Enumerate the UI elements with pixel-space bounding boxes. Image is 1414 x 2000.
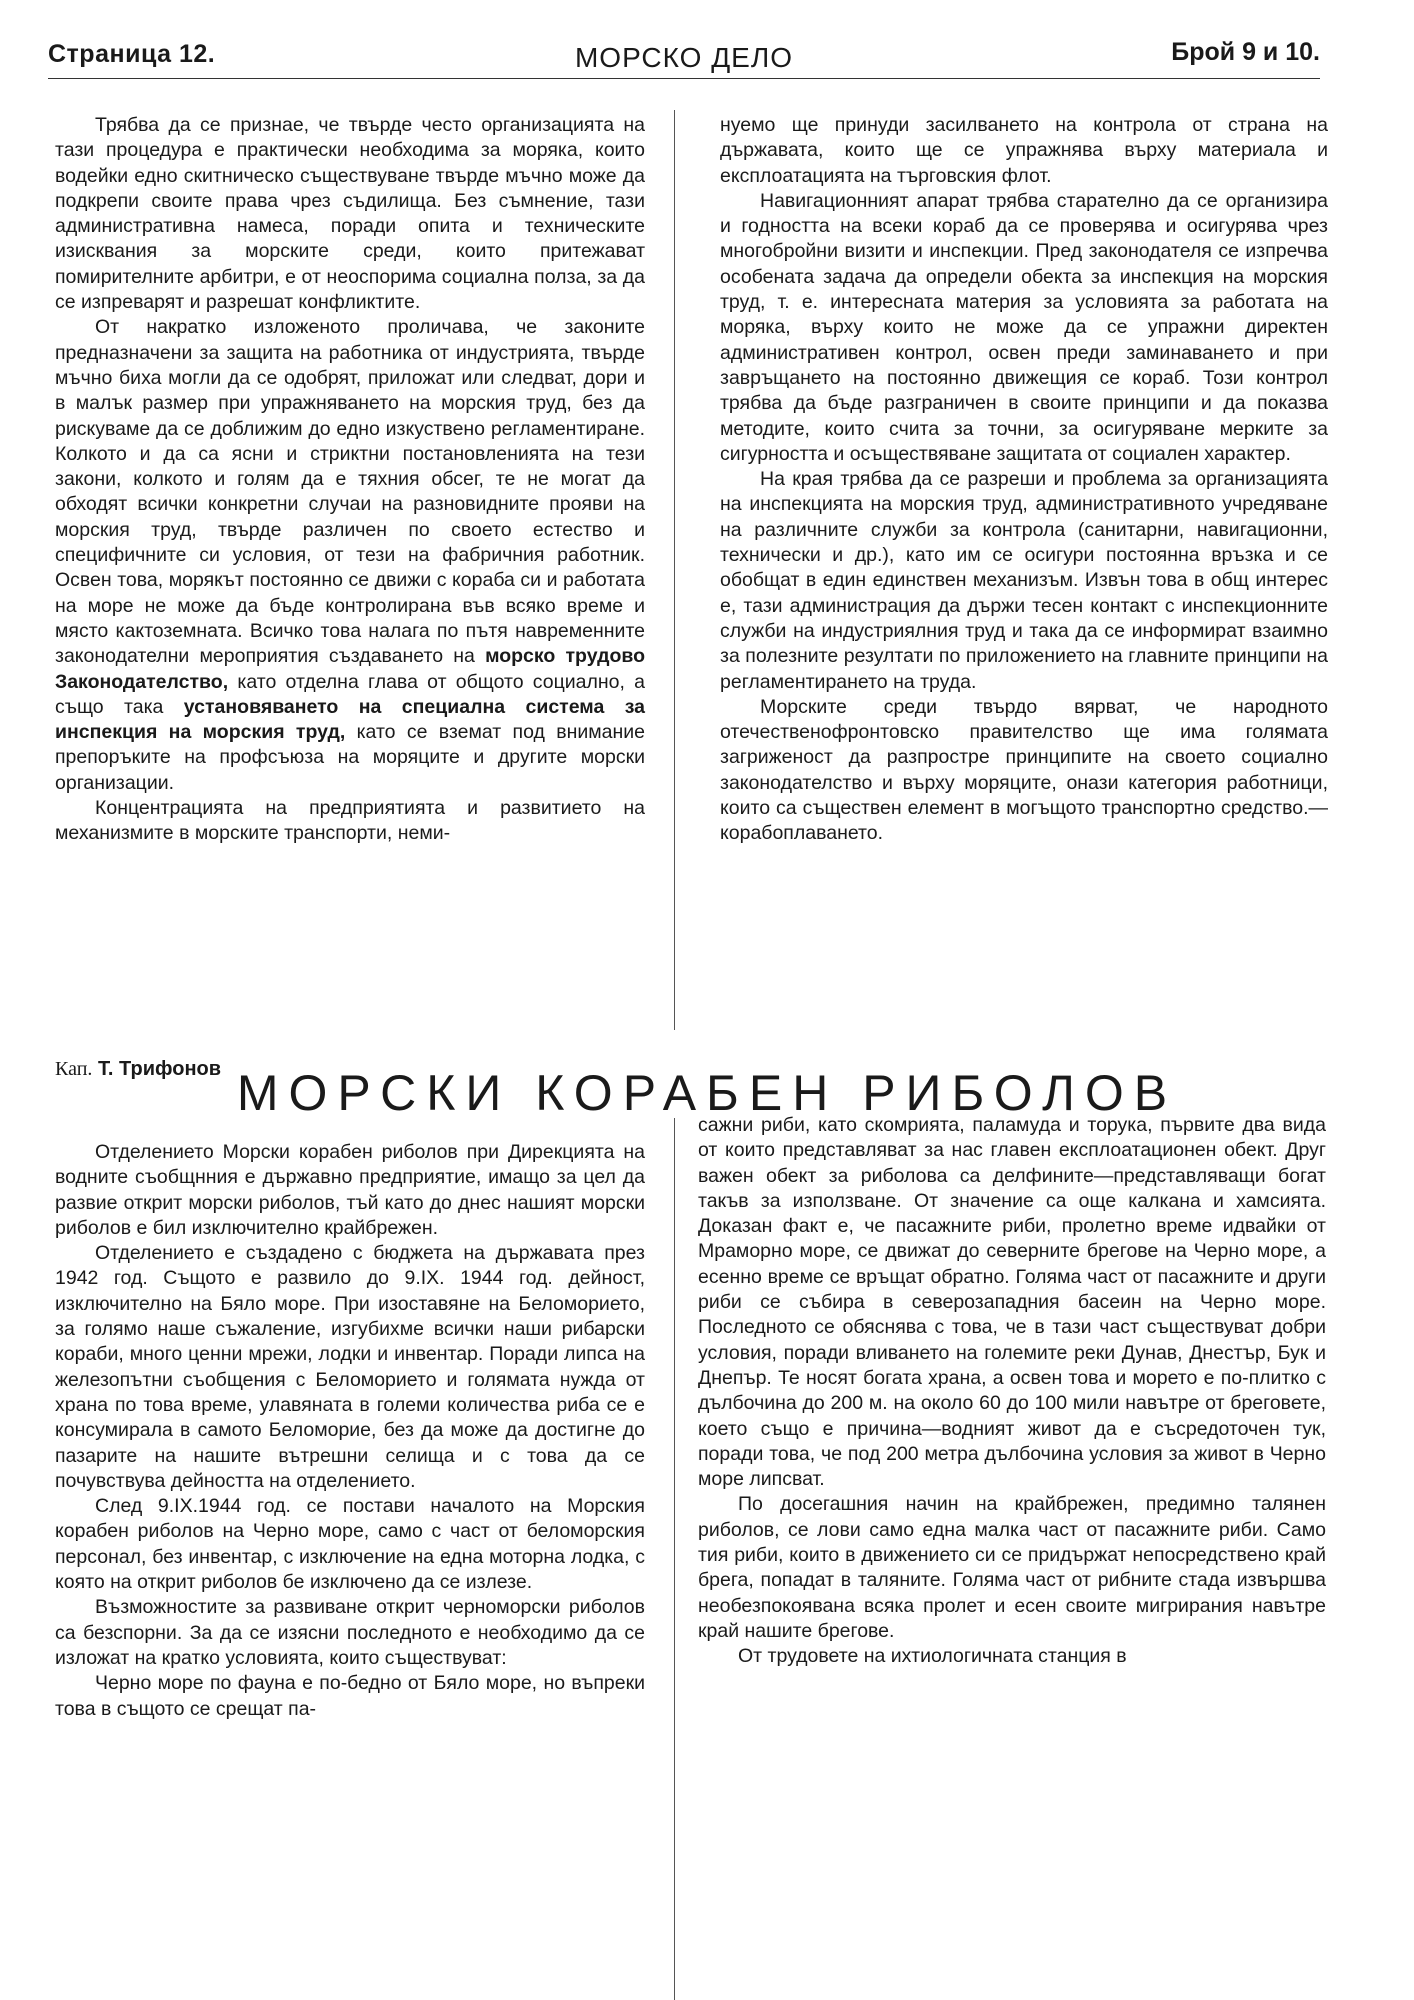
paragraph: Навигационният апарат трябва старателно да се организира и годността на всеки кораб да се проверява и осигурява чрез многобройни визити и инспекции. Пред законодателя се изпречва особената задача да определи обекта за инспекция на морския труд, т. е. интересната материя за условията за работата на моряка, върху които не може да се упражни директен административен контрол, освен преди заминаването и при завръщането на постоянно движещия се кораб. Този контрол трябва да бъде разграничен в своите принципи и да показва методите, които счита за точни, за осигуряване мерките за сигурността и осъществяване защитата от социален характер. (720, 189, 1328, 465)
paragraph: Концентрацията на предприятията и развитието на механизмите в морските транспорти, неми- (55, 797, 645, 845)
paragraph: Възможностите за развиване открит черноморски риболов са безспорни. За да се изясни последното е необходимо да се изложат на кратко условията, които съществуват: (55, 1596, 645, 1669)
paragraph: нуемо ще принуди засилването на контрола от страна на държавата, които ще се упражнява върху материала и експлоатацията на търговския флот. (720, 114, 1328, 187)
publication-title: МОРСКО ДЕЛО (574, 42, 794, 73)
article1-column-left (55, 113, 645, 847)
author-name: Т. Трифонов (97, 1058, 222, 1080)
article-title: МОРСКИ КОРАБЕН РИБОЛОВ (236, 1065, 1178, 1121)
paragraph: Черно море по фауна е по-бедно от Бяло море, но въпреки това в същото се срещат па- (55, 1672, 645, 1720)
column-divider (674, 1118, 675, 2000)
paragraph: След 9.IX.1944 год. се постави началото на Морския корабен риболов на Черно море, само с част от беломорския персонал, без инвентар, с изключение на една моторна лодка, с която на открит риболов бе изключено да се излезе. (55, 1495, 645, 1594)
author-rank: Кап. (55, 1058, 93, 1080)
bold-phrase: установяването на специална система за инспекция на морския труд, (55, 695, 646, 744)
article2-column-right (698, 1113, 1326, 1670)
paragraph: Отделението е създадено с бюджета на държавата през 1942 год. Същото е развило до 9.IX. 1944 год. дейност, изключително на Бяло море. При изоставяне на Беломорието, за голямо наше съжаление, изгубихме всички наши рибарски кораби, много ценни мрежи, лодки и инвентар. Поради липса на железопътни съобщения с Беломорието и голямата нужда от храна по това време, улавяната в големи количества риба се е консумирала в самото Беломорие, без да може да достигне до пазарите на нашите вътрешни селища и с това да се почувствува дейността на отделението. (55, 1242, 645, 1492)
page-header (48, 30, 1320, 80)
bold-phrase: морско трудово Законодателство, (55, 645, 645, 693)
paragraph: сажни риби, като скомрията, паламуда и торука, първите два вида от които представляват за нас главен експлоатационен обект. Друг важен обект за риболова са делфините—представляващи богат такъв за използване. От значение са още калкана и хамсията. Доказан факт е, че пасажните риби, пролетно време идвайки от Мраморно море, се движат до северните брегове на Черно море, а есенно време се връщат обратно. Голяма част от пасажните и други риби се събира в северозападния басеин на Черно море. Последното се обяснява с това, че в тази част съществуват добри условия, поради вливането на големите реки Дунав, Днестър, Бук и Днепър. Те носят богата храна, а освен това и морето е по-плитко с дълбочина до 200 м. на около 60 до 100 мили навътре от бреговете, което също е причина—водният живот да е съсредоточен тук, поради това, че под 200 метра дълбочина условия за живот в Черно море липсват. (698, 1114, 1326, 1491)
column-divider (674, 110, 675, 1030)
article1-column-right (720, 113, 1328, 847)
paragraph: На края трябва да се разреши и проблема за организацията на инспекцията на морския труд, административното учредяване на различните служби за контрола (санитарни, навигационни, технически и др.), като им се осигури постоянна връзка и се обобщат в един единствен механизъм. Извън това в общ интерес е, тази администрация да държи тесен контакт с инспекционните служби на индустриялния труд и така да се информират взаимно за полезните резултати по приложението на главните принципи на регламентирането на труда. (720, 468, 1328, 693)
paragraph: Отделението Морски корабен риболов при Дирекцията на водните съобщнния е държавно предприятие, имащо за цел да развие открит морски риболов, тъй като до днес нашият морски риболов е бил изключително крайбрежен. (55, 1141, 645, 1239)
issue-number: Брой 9 и 10. (1171, 38, 1320, 66)
paragraph: По досегашния начин на крайбрежен, предимно талянен риболов, се лови само една малка част от пасажните риби. Само тия риби, които в движението си се придържат непосредствено край брега, попадат в таляните. Голяма част от рибните стада извършва необезпокоявана всяка пролет и есен своите мигрирания навътре край нашите брегове. (698, 1493, 1326, 1642)
paragraph: От накратко изложеното проличава, че законите предназначени за защита на работника от индустрията, твърде мъчно биха могли да се одобрят, приложат или следват, дори и в малък размер при упражняването на морския труд, без да рискуваме да се доближим до едно изкуствено регламентиране. Колкото и да са ясни и стриктни постановленията на тези закони, колкото и голям да е тяхния обсег, те не могат да обходят всички конкретни случаи на разновидните прояви на морския труд, твърде различен по своето естество и специфичните си условия, от тези на фабричния работник. Освен това, морякът постоянно се движи с кораба си и работата на море не може да бъде контролирана във всяко време и място кактоземната. Всичко това налага по пътя навременните законодателни мероприятия създаването на морско трудово Законодателство, като отделна глава от общото социално, а също така установяването на специална система за инспекция на морския труд, като се вземат под внимание препоръките на профсъюза на моряците и другите морски организации. (55, 316, 646, 794)
article2-column-left (55, 1140, 645, 1722)
page-number: Страница 12. (48, 40, 216, 68)
header-rule (48, 78, 1320, 79)
paragraph: От трудовете на ихтиологичната станция в (738, 1645, 1127, 1668)
paragraph: Трябва да се признае, че твърде често организацията на тази процедура е практически необходима за моряка, които водейки едно скитническо съществуване твърде мъчно може да подкрепи своите права чрез съдилища. Без съмнение, тази административна намеса, поради опита и техническите изисквания за морските среди, които притежават помирителните арбитри, е от неоспорима социална полза, за да се изпреварят и разрешат конфликтите. (55, 114, 645, 314)
paragraph: Морските среди твърдо вярват, че народното отечественофронтовско правителство ще има голямата загриженост да разпростре принципите на своето социално законодателство и върху моряците, онази категория работници, които са съществен елемент в могъщото транспортно средство.—корабоплаването. (720, 695, 1328, 845)
